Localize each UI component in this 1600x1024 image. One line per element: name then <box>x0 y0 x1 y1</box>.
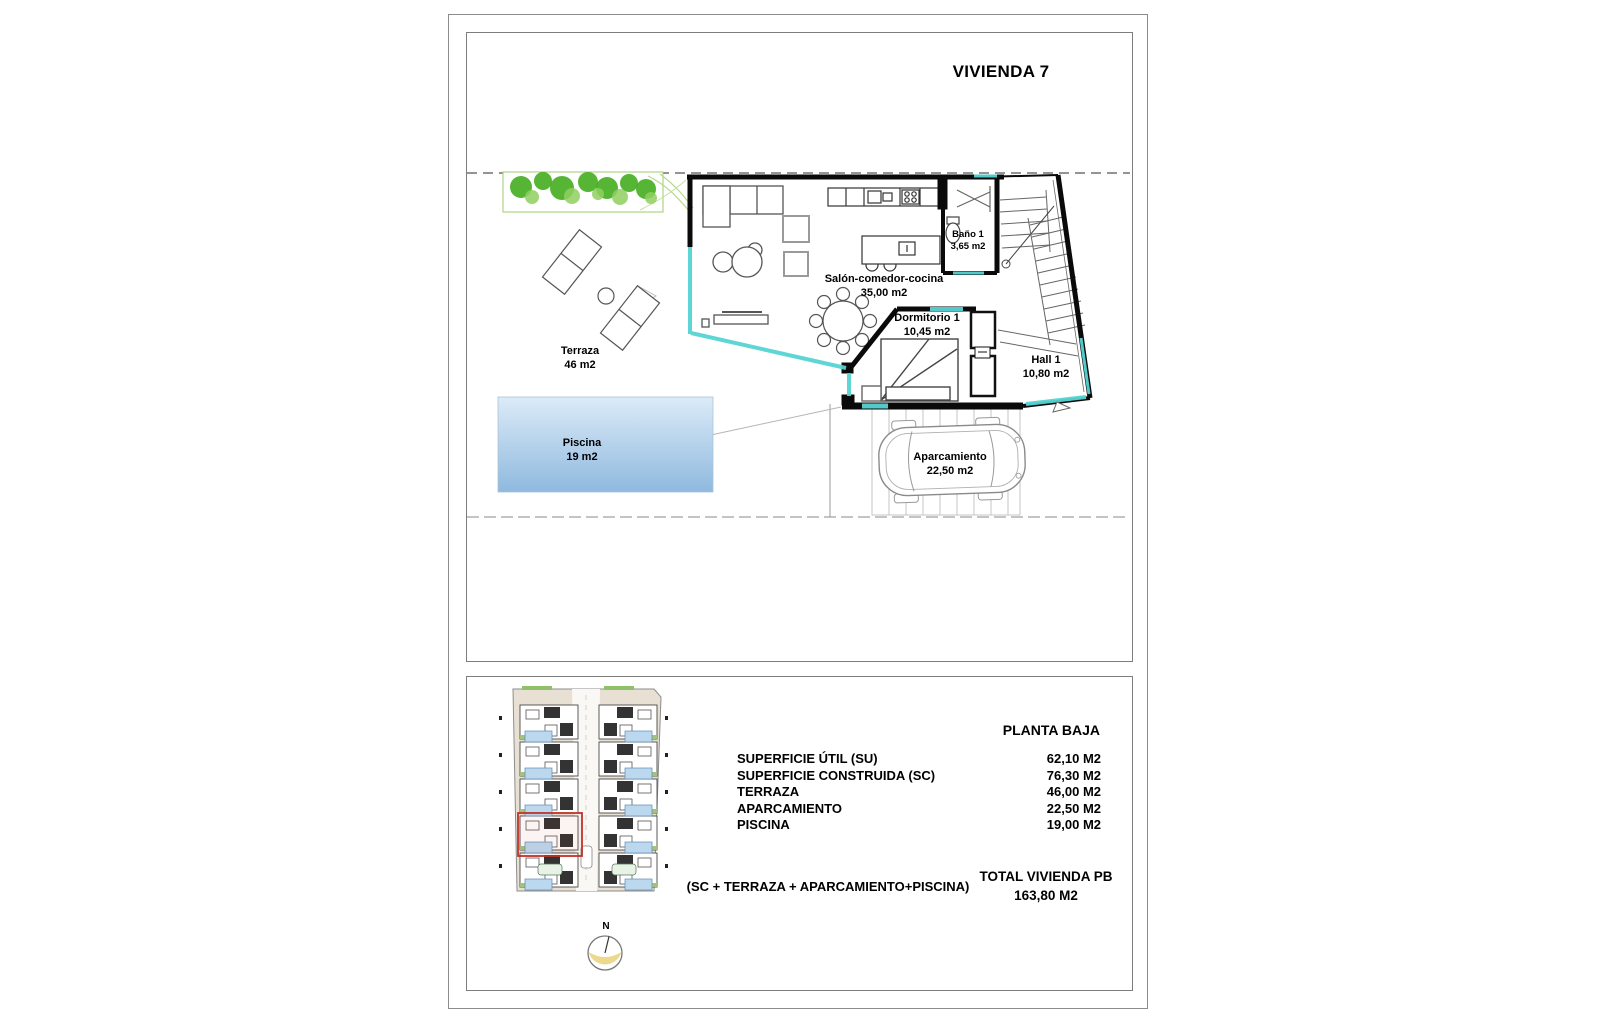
summary-row: TERRAZA 46,00 M2 <box>737 784 1101 799</box>
summary-row: SUPERFICIE CONSTRUIDA (SC) 76,30 M2 <box>737 767 1101 783</box>
summary-row: SUPERFICIE ÚTIL (SU) 62,10 M2 <box>737 751 1101 766</box>
north-label: N <box>602 921 610 932</box>
room-label-terraza: Terraza 46 m2 <box>560 345 600 371</box>
room-label-aparcamiento: Aparcamiento 22,50 m2 <box>913 451 987 477</box>
site-plan-thumbnail <box>499 686 668 891</box>
living-room-furniture <box>702 186 809 327</box>
kitchen-fittings <box>828 188 940 271</box>
summary-table <box>737 751 1101 834</box>
total-block: TOTAL VIVIENDA PB 163,80 M2 <box>979 869 1113 903</box>
highlighted-unit-outline <box>518 813 582 856</box>
room-label-piscina: Piscina 19 m2 <box>562 437 602 463</box>
room-label-dormitorio: Dormitorio 1 10,45 m2 <box>894 312 960 338</box>
room-label-bano: Baño 1 3,65 m2 <box>950 229 986 252</box>
room-label-hall: Hall 1 10,80 m2 <box>1022 354 1070 380</box>
summary-row: PISCINA 19,00 M2 <box>737 817 1101 832</box>
wardrobe-column <box>971 312 995 396</box>
sun-loungers <box>542 230 659 351</box>
pool-shape <box>498 397 713 492</box>
total-formula: (SC + TERRAZA + APARCAMIENTO+PISCINA) <box>686 879 970 894</box>
hedge-planting <box>503 172 693 212</box>
summary-row: APARCAMIENTO 22,50 M2 <box>737 800 1101 816</box>
room-label-salon: Salón-comedor-cocina 35,00 m2 <box>824 273 944 299</box>
bed <box>862 339 958 401</box>
north-compass-icon <box>588 936 622 970</box>
summary-header: PLANTA BAJA <box>1002 722 1100 738</box>
plan-title: VIVIENDA 7 <box>952 62 1050 81</box>
